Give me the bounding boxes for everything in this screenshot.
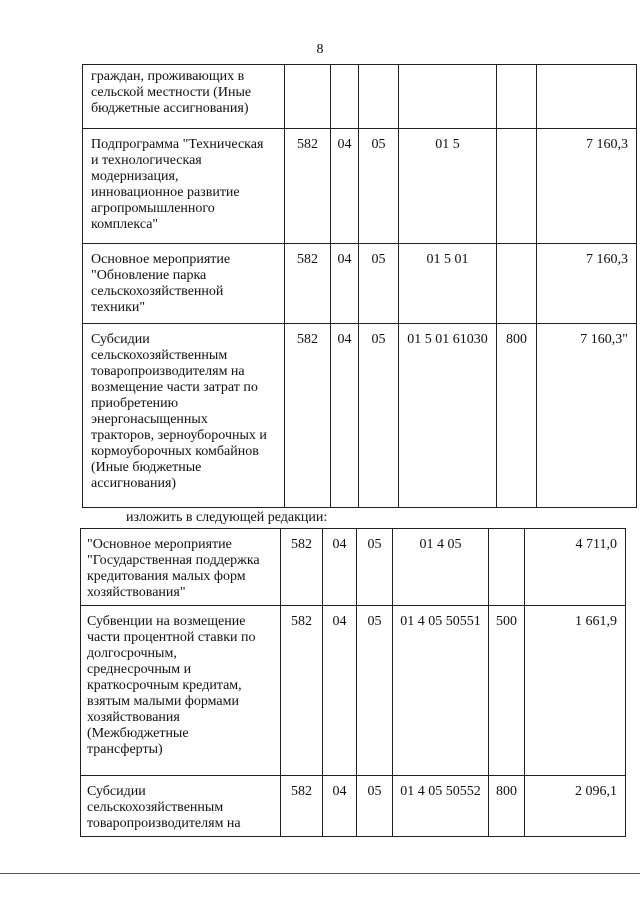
target-article-cell: 01 5	[399, 129, 497, 244]
amount-cell	[537, 65, 637, 129]
subsection-code-cell: 05	[357, 529, 393, 606]
table-row	[83, 324, 637, 508]
table-row	[81, 606, 626, 776]
ministry-code-cell: 582	[281, 606, 323, 776]
table-row	[83, 244, 637, 324]
section-code-cell: 04	[331, 129, 359, 244]
row-name-cell: Субсидии сельскохозяйственным товаропроизводителям на	[81, 776, 281, 837]
table-row	[83, 65, 637, 129]
row-name-cell: Основное мероприятие "Обновление парка сельскохозяйственной техники"	[83, 244, 285, 324]
amount-cell: 4 711,0	[525, 529, 626, 606]
subsection-code-cell	[359, 65, 399, 129]
expense-type-cell	[497, 129, 537, 244]
subsection-code-cell: 05	[357, 606, 393, 776]
expense-type-cell: 800	[497, 324, 537, 508]
page-number: 8	[316, 42, 324, 57]
expense-type-cell: 800	[489, 776, 525, 837]
target-article-cell	[399, 65, 497, 129]
amount-cell: 1 661,9	[525, 606, 626, 776]
ministry-code-cell: 582	[285, 244, 331, 324]
budget-table-amended	[80, 528, 626, 837]
ministry-code-cell: 582	[285, 324, 331, 508]
amendment-instruction: изложить в следующей редакции:	[126, 510, 328, 525]
table-row	[83, 129, 637, 244]
row-name-cell: Подпрограмма "Техническая и технологическая модернизация, инновационное развитие агропромышленного комплекса"	[83, 129, 285, 244]
expense-type-cell	[497, 65, 537, 129]
table-row	[81, 776, 626, 837]
ministry-code-cell: 582	[281, 529, 323, 606]
amount-cell: 7 160,3"	[537, 324, 637, 508]
subsection-code-cell: 05	[357, 776, 393, 837]
table-row	[81, 529, 626, 606]
target-article-cell: 01 4 05	[393, 529, 489, 606]
target-article-cell: 01 4 05 50552	[393, 776, 489, 837]
amount-cell: 7 160,3	[537, 129, 637, 244]
amount-cell: 7 160,3	[537, 244, 637, 324]
ministry-code-cell: 582	[281, 776, 323, 837]
section-code-cell: 04	[323, 606, 357, 776]
row-name-cell: Субвенции на возмещение части процентной ставки по долгосрочным, среднесрочным и краткосрочным кредитам, взятым малыми формами хозяйствования (Межбюджетные трансферты)	[81, 606, 281, 776]
subsection-code-cell: 05	[359, 324, 399, 508]
subsection-code-cell: 05	[359, 129, 399, 244]
section-code-cell: 04	[331, 244, 359, 324]
expense-type-cell	[489, 529, 525, 606]
row-name-cell: граждан, проживающих в сельской местности (Иные бюджетные ассигнования)	[83, 65, 285, 129]
target-article-cell: 01 4 05 50551	[393, 606, 489, 776]
row-name-cell: Субсидии сельскохозяйственным товаропроизводителям на возмещение части затрат по приобретению энергонасыщенных тракторов, зерноуборочных и кормоуборочных комбайнов (Иные бюджетные ассигнования)	[83, 324, 285, 508]
scan-edge-line	[0, 873, 640, 874]
target-article-cell: 01 5 01	[399, 244, 497, 324]
budget-table-current	[82, 64, 637, 508]
section-code-cell: 04	[323, 529, 357, 606]
subsection-code-cell: 05	[359, 244, 399, 324]
section-code-cell: 04	[331, 324, 359, 508]
target-article-cell: 01 5 01 61030	[399, 324, 497, 508]
expense-type-cell: 500	[489, 606, 525, 776]
amount-cell: 2 096,1	[525, 776, 626, 837]
expense-type-cell	[497, 244, 537, 324]
section-code-cell: 04	[323, 776, 357, 837]
row-name-cell: "Основное мероприятие "Государственная поддержка кредитования малых форм хозяйствования"	[81, 529, 281, 606]
ministry-code-cell	[285, 65, 331, 129]
section-code-cell	[331, 65, 359, 129]
ministry-code-cell: 582	[285, 129, 331, 244]
